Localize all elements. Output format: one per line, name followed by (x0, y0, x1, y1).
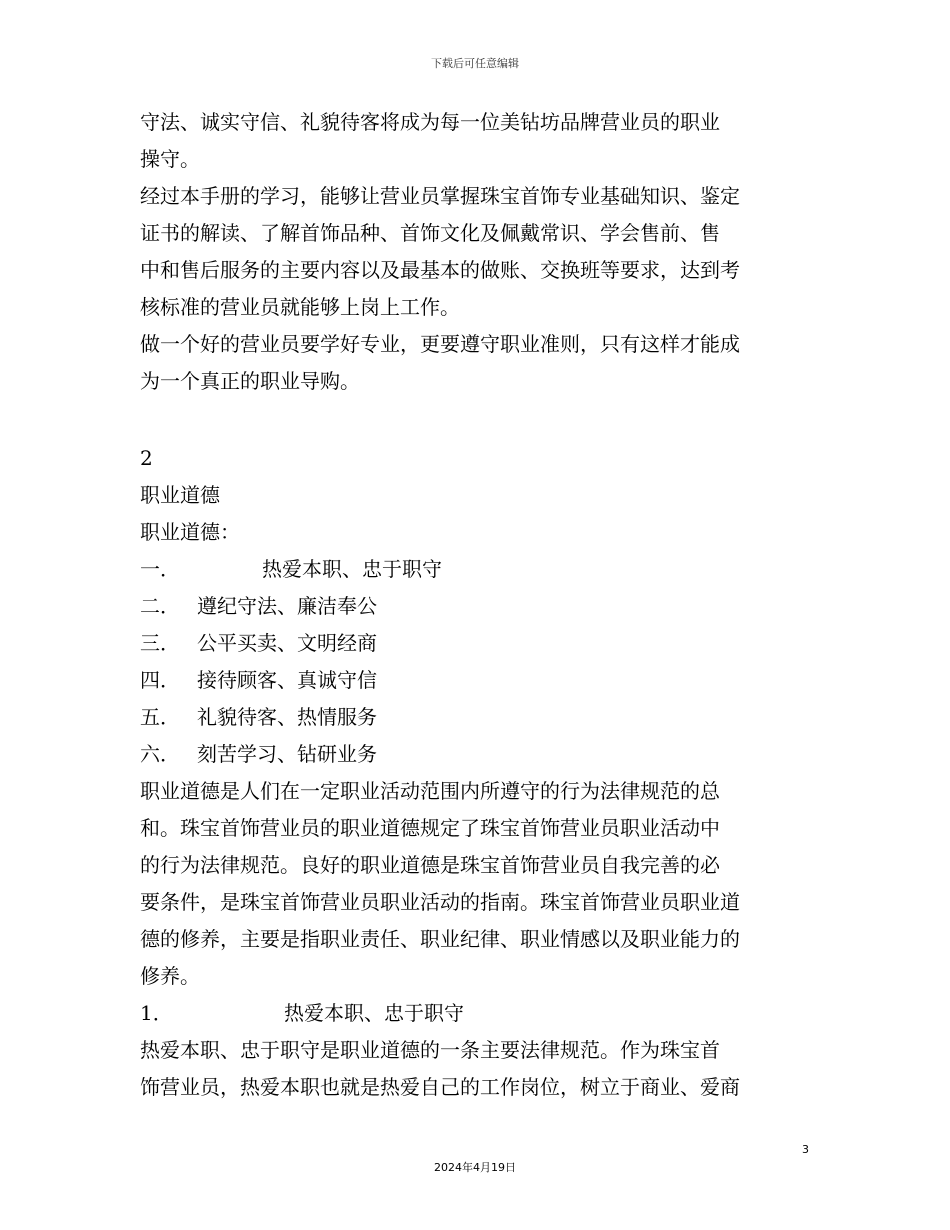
point-text-line: 热爱本职、忠于职守是职业道德的一条主要法律规范。作为珠宝首 (140, 1038, 720, 1062)
page-number: 3 (802, 1143, 809, 1156)
intro-line: 做一个好的营业员要学好专业，更要遵守职业准则，只有这样才能成 (140, 332, 740, 356)
definition-line: 德的修养，主要是指职业责任、职业纪律、职业情感以及职业能力的 (140, 927, 740, 951)
list-text: 遵纪守法、廉洁奉公 (197, 594, 377, 618)
list-text: 接待顾客、真诚守信 (197, 668, 377, 692)
intro-line: 证书的解读、了解首饰品种、首饰文化及佩戴常识、学会售前、售 (140, 221, 720, 245)
point-heading (140, 995, 808, 1032)
ethics-list-item (140, 699, 808, 736)
list-number: 二． (140, 594, 180, 618)
section-title: 职业道德 (140, 483, 220, 507)
list-number: 一． (140, 557, 180, 581)
definition-line: 和。珠宝首饰营业员的职业道德规定了珠宝首饰营业员职业活动中 (140, 816, 720, 840)
ethics-list-item (140, 736, 808, 773)
ethics-list-item (140, 625, 808, 662)
list-number: 五． (140, 705, 180, 729)
list-text: 礼貌待客、热情服务 (197, 705, 377, 729)
ethics-list-item (140, 588, 808, 625)
list-text: 热爱本职、忠于职守 (262, 557, 442, 581)
list-number: 四． (140, 668, 180, 692)
intro-line: 为一个真正的职业导购。 (140, 369, 360, 393)
section-number: 2 (140, 446, 153, 470)
list-number: 三． (140, 631, 180, 655)
point-title: 热爱本职、忠于职守 (284, 1001, 464, 1025)
list-text: 刻苦学习、钻研业务 (197, 742, 377, 766)
list-number: 六． (140, 742, 180, 766)
header-note: 下载后可任意编辑 (431, 57, 519, 70)
intro-text (140, 104, 808, 400)
point-text-line: 饰营业员，热爱本职也就是热爱自己的工作岗位，树立于商业、爱商 (140, 1075, 740, 1099)
intro-line: 守法、诚实守信、礼貌待客将成为每一位美钻坊品牌营业员的职业 (140, 110, 720, 134)
definition-line: 的行为法律规范。良好的职业道德是珠宝首饰营业员自我完善的必 (140, 853, 720, 877)
definition-line: 职业道德是人们在一定职业活动范围内所遵守的行为法律规范的总 (140, 779, 720, 803)
intro-line: 经过本手册的学习，能够让营业员掌握珠宝首饰专业基础知识、鉴定 (140, 184, 740, 208)
intro-line: 核标准的营业员就能够上岗上工作。 (140, 295, 460, 319)
point-number: 1． (140, 1001, 173, 1025)
definition-line: 要条件，是珠宝首饰营业员职业活动的指南。珠宝首饰营业员职业道 (140, 890, 740, 914)
definition-line: 修养。 (140, 964, 200, 988)
ethics-section (140, 440, 808, 1106)
footer-date: 2024年4月19日 (434, 1161, 516, 1174)
ethics-list-item (140, 551, 808, 588)
ethics-list-item (140, 662, 808, 699)
list-text: 公平买卖、文明经商 (197, 631, 377, 655)
section-subtitle: 职业道德： (140, 520, 240, 544)
intro-line: 操守。 (140, 147, 200, 171)
intro-line: 中和售后服务的主要内容以及最基本的做账、交换班等要求，达到考 (140, 258, 740, 282)
